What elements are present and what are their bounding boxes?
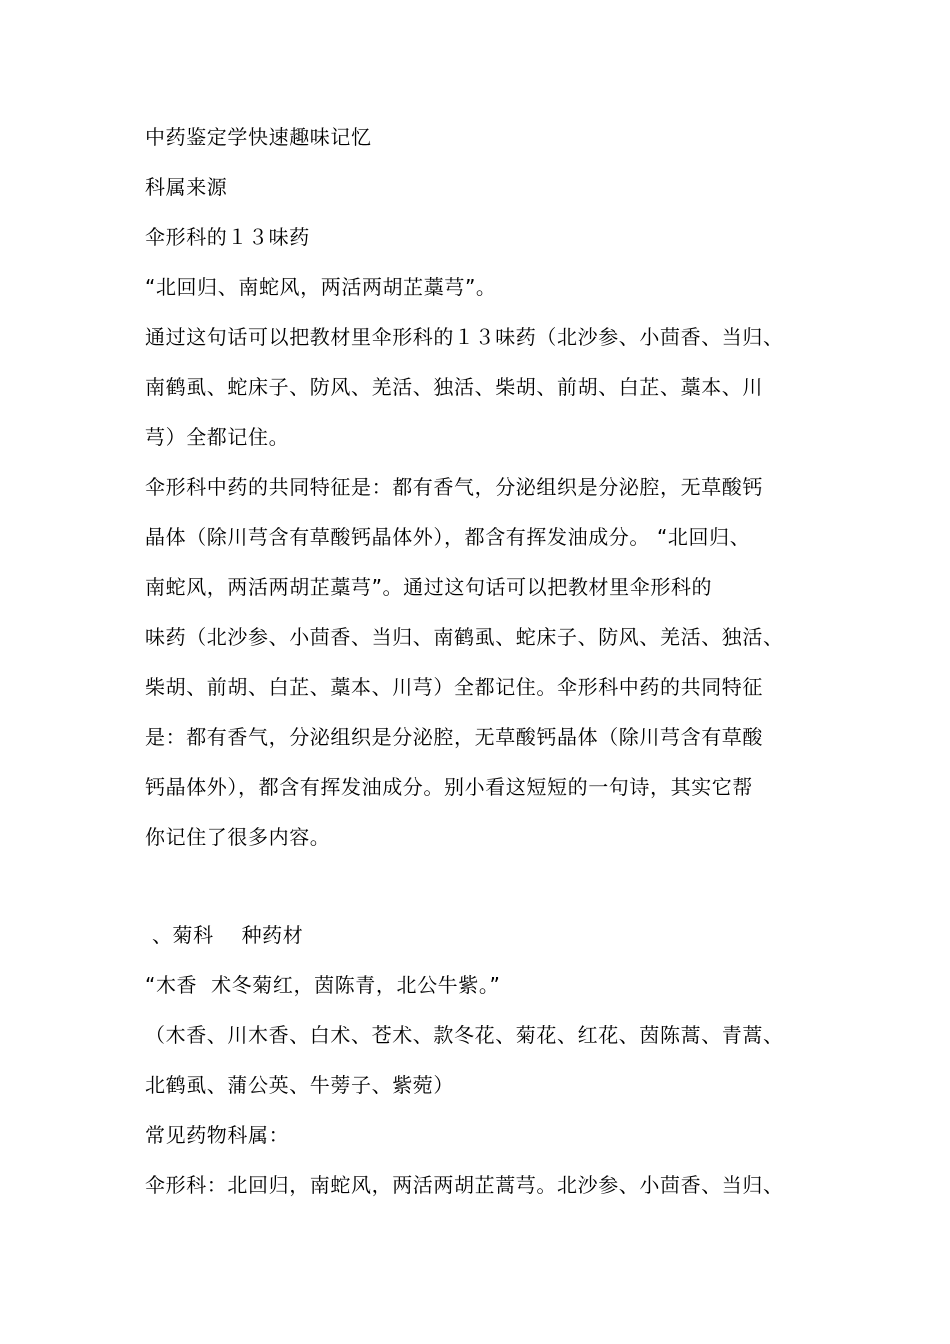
text-line: （木香、川木香、白术、苍术、款冬花、菊花、红花、茵陈蒿、青蒿、	[145, 1023, 784, 1047]
document-title: 中药鉴定学快速趣味记忆	[145, 125, 372, 149]
text-line: 通过这句话可以把教材里伞形科的１３味药（北沙参、小茴香、当归、	[145, 325, 784, 349]
text-line: 晶体（除川芎含有草酸钙晶体外），都含有挥发油成分。 “北回归、	[145, 525, 751, 549]
text-line: 南鹤虱、蛇床子、防风、羌活、独活、柴胡、前胡、白芷、藁本、川	[145, 375, 763, 399]
mnemonic-verse: “木香 术冬菊红，茵陈青，北公牛紫。”	[145, 973, 501, 997]
text-line: 你记住了很多内容。	[145, 825, 331, 849]
text-line: 钙晶体外），都含有挥发油成分。别小看这短短的一句诗，其实它帮	[145, 775, 753, 799]
text-line: 是：都有香气，分泌组织是分泌腔，无草酸钙晶体（除川芎含有草酸	[145, 725, 763, 749]
text-line: 伞形科中药的共同特征是：都有香气，分泌组织是分泌腔，无草酸钙	[145, 475, 763, 499]
text-line: 柴胡、前胡、白芷、藁本、川芎）全都记住。伞形科中药的共同特征	[145, 675, 763, 699]
text-line: 味药（北沙参、小茴香、当归、南鹤虱、蛇床子、防风、羌活、独活、	[145, 625, 784, 649]
text-line: 北鹤虱、蒲公英、牛蒡子、紫菀）	[145, 1073, 454, 1097]
section-heading: 科属来源	[145, 175, 228, 199]
mnemonic-verse: “北回归、南蛇风，两活两胡芷藁芎”。	[145, 275, 497, 299]
text-line: 芎）全都记住。	[145, 425, 290, 449]
text-line: 南蛇风，两活两胡芷藁芎”。通过这句话可以把教材里伞形科的	[145, 575, 713, 599]
subsection-heading: 、菊科 种药材	[145, 923, 304, 947]
text-line: 伞形科：北回归，南蛇风，两活两胡芷蒿芎。北沙参、小茴香、当归、	[145, 1173, 784, 1197]
section-heading: 常见药物科属：	[145, 1123, 290, 1147]
subsection-heading: 伞形科的１３味药	[145, 225, 310, 249]
